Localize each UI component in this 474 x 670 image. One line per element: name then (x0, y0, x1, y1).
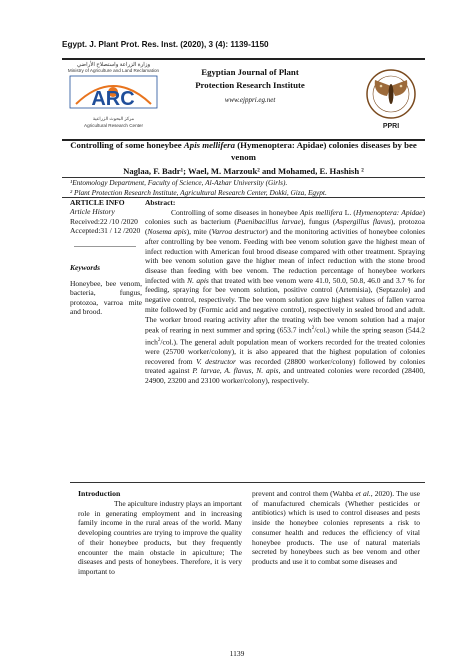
journal-name-line1: Egyptian Journal of Plant (201, 67, 299, 77)
arc-emblem-icon (66, 74, 161, 110)
journal-url[interactable]: www.ejppri.eg.net (224, 96, 276, 104)
introduction-left-text: The apiculture industry plays an important role in generating employment and in increasing family income in the rural areas of the world. Many developing countries are trying to improve the quality of their honeybee products, but they frequently encounter the main obstacle in apiculture; The diseases and pests of honeybees. Therefore, it is very important to (78, 499, 242, 577)
article-info-heading: ARTICLE INFO (70, 198, 125, 207)
abstract (145, 198, 425, 386)
journal-name-line2: Protection Research Institute (195, 80, 305, 90)
article-title: Controlling of some honeybee Apis mellifera (Hymenoptera: Apidae) colonies diseases by bee venom (70, 140, 417, 162)
info-divider (74, 246, 136, 247)
affiliations (70, 178, 425, 197)
arc-wordmark: ARC (91, 88, 135, 110)
affiliation-2: ² Plant Protection Research Institute, Agricultural Research Center, Dokki, Giza, Egypt. (70, 187, 327, 197)
article-authors: Naglaa, F. Badr¹; Wael, M. Marzouk² and Mohamed, E. Hashish ² (123, 166, 364, 176)
introduction-heading: Introduction (78, 489, 121, 498)
ppri-wordmark: PPRI (382, 123, 400, 130)
introduction-right-column: prevent and control them (Wahba et al., 2020). The use of manufactured chemicals (Whether pesticides or antibiotics) which is used to control diseases and pests inside the honeybee colonies represents a risk to consumer health and reduces the efficiency of vital honeybee products. The use of natural materials secreted by honeybees such as bee venom and other products and use it to combat some diseases and (252, 489, 420, 567)
ministry-english: Ministry of Agriculture and Land Reclamation (67, 68, 160, 73)
running-head: Egypt. J. Plant Prot. Res. Inst. (2020), 3 (4): 1139-1150 (62, 40, 269, 49)
article-history-label: Article History (70, 207, 115, 217)
arc-arabic-name: مركز البحوث الزراعية (92, 116, 135, 121)
accepted-date: Accepted:31 / 12 /2020 (70, 226, 141, 236)
ministry-arabic: وزارة الزراعة واستصلاح الأراضي (76, 62, 151, 68)
abstract-heading: Abstract: (145, 198, 176, 207)
page-number: 1139 (229, 649, 245, 658)
ppri-seal-icon (365, 64, 417, 132)
article-info-panel (70, 198, 142, 317)
abstract-bottom-divider (70, 482, 425, 483)
received-date: Received:22 /10 /2020 (70, 216, 138, 226)
introduction-left-column (78, 499, 242, 577)
keywords-heading: Keywords (70, 262, 100, 272)
arc-logo (66, 62, 161, 132)
journal-title (175, 66, 325, 107)
arc-english-name: Agricultural Research Center (84, 122, 143, 128)
abstract-body: Controlling of some diseases in honeybee Apis mellifera L. (Hymenoptera: Apidae) colonies such as bacterium (Paenibacillus larvae), fungus (Aspergillus flavus), protozoa (Nosema apis), mite (Varroa destructor) and the monitoring activities of honeybee colonies after controlling by bee venom. Feeding with bee venom solution gave the highest mean of infect reduction with American foul brood disease compared with other treatment. Spraying with bee venom solution gave the higher mean of infect reduction with the stone brood disease than feeding with bee venom. The reduction percentage of honeybee workers infected with N. apis that treated with bee venom were 41.0, 50.0, 50.8, 46.0 and 3.7 % for feeding, spraying for bee venom solution, positive control (Artemisia), (Septazole) and negative control, respectively. The bee venom solution gave highest values of fallen varroa mite followed by (Formic acid and negative control), respectively in sealed brood and adult. The worker brood rearing activity after the treating with bee venom solution had a major peak of rearing in next summer and spring (653.7 inch$^2$/col.) while the spring season (544.2 inch$^2$/col.). The general adult population mean of workers recorded for the treated colonies were (25700 worker/colony), it is also appeared that the highest population of colonies recovered from V. destructor was recorded (28800 worker/colony) followed by colonies treated against P. larvae, A. flavus, N. apis, and untreated colonies were recorded (28400, 24900, 23200 and 23100 worker/colony), respectively. (145, 207, 426, 385)
affiliation-1: ¹Entomology Department, Faculty of Science, Al-Azhar University (Girls). (70, 178, 288, 187)
keywords-list: Honeybee, bee venom, bacteria, fungus, protozoa, varroa mite and brood. (70, 279, 142, 317)
